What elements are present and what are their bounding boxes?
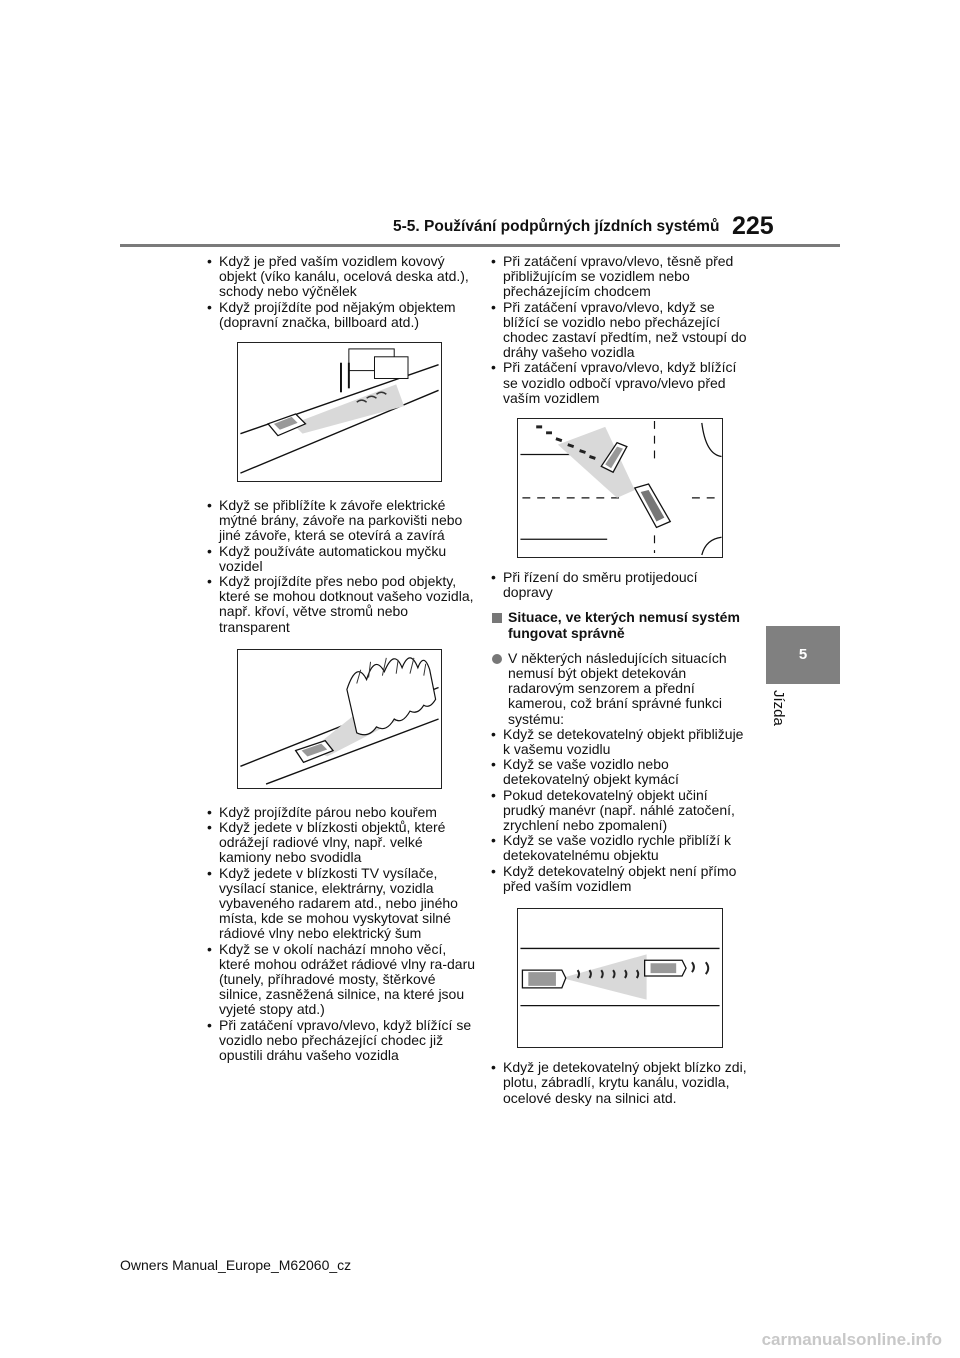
header-divider — [120, 244, 840, 247]
list-item: • Když jedete v blízkosti TV vysílače, vysílací stanice, elektrárny, vozidla vybaveného radarem atd., nebo jiného místa, kde se mohou vyskytovat silné rádiové vlny nebo elektrický šum — [203, 866, 478, 942]
page-number: 225 — [732, 212, 774, 240]
figure-straight-road — [517, 908, 723, 1048]
list-item: • Při řízení do směru protijedoucí dopravy — [487, 570, 749, 600]
list-item: • Když projíždíte párou nebo kouřem — [203, 805, 478, 820]
bullet-list — [203, 805, 478, 1063]
list-item: • Při zatáčení vpravo/vlevo, těsně před přibližujícím se vozidlem nebo přecházejícím chodcem — [487, 254, 749, 300]
note-paragraph — [487, 651, 749, 727]
list-item: • Pokud detekovatelný objekt učiní prudký manévr (např. náhlé zatočení, zrychlení nebo zpomalení) — [487, 788, 749, 834]
list-item: • Když jedete v blízkosti objektů, které odrážejí radiové vlny, např. velké kamiony nebo svodidla — [203, 820, 478, 866]
figure-bushes — [237, 649, 442, 789]
list-item: • Když se přiblížíte k závoře elektrické mýtné brány, závoře na parkovišti nebo jiné závoře, která se otevírá a zavírá — [203, 498, 478, 544]
list-item: • Když projíždíte pod nějakým objektem (dopravní značka, billboard atd.) — [203, 300, 478, 330]
chapter-label: Jízda — [770, 690, 787, 726]
list-item: • Při zatáčení vpravo/vlevo, když blížící se vozidlo odbočí vpravo/vlevo před vaším vozidlem — [487, 360, 749, 406]
right-column — [487, 254, 749, 1106]
left-column — [203, 254, 478, 1063]
square-bullet-icon — [492, 613, 502, 623]
list-item: • Při zatáčení vpravo/vlevo, když se blížící se vozidlo nebo přecházející chodec zastaví předtím, než vstoupí do dráhy vašeho vozidla — [487, 300, 749, 361]
bullet-list — [487, 1060, 749, 1106]
list-item: • Když se detekovatelný objekt přibližuje k vašemu vozidlu — [487, 727, 749, 757]
list-item: • Při zatáčení vpravo/vlevo, když blížící se vozidlo nebo přecházející chodec již opustili dráhu vašeho vozidla — [203, 1018, 478, 1064]
list-item: • Když je před vaším vozidlem kovový objekt (víko kanálu, ocelová deska atd.), schody nebo výčnělek — [203, 254, 478, 300]
bullet-list — [487, 254, 749, 406]
list-item: • Když používáte automatickou myčku vozidel — [203, 544, 478, 574]
chapter-tab[interactable]: 5 — [766, 626, 840, 684]
figure-overhead-sign — [237, 342, 442, 482]
section-title: 5-5. Používání podpůrných jízdních systémů — [393, 218, 720, 235]
bushes-illustration — [238, 650, 441, 788]
footer-text: Owners Manual_Europe_M62060_cz — [120, 1257, 352, 1273]
list-item: • Když je detekovatelný objekt blízko zdi, plotu, zábradlí, krytu kanálu, vozidla, ocelové desky na silnici atd. — [487, 1060, 749, 1106]
intersection-illustration — [518, 419, 722, 557]
section-heading — [487, 610, 749, 640]
list-item: • Když projíždíte přes nebo pod objekty, které se mohou dotknout vašeho vozidla, např. křoví, větve stromů nebo transparent — [203, 574, 478, 635]
overhead-sign-illustration — [238, 343, 441, 481]
bullet-list — [487, 570, 749, 600]
figure-intersection — [517, 418, 723, 558]
note-text: V některých následujících situacích nemusí být objekt detekován radarovým senzorem a přední kamerou, což brání správné funkci systému: — [508, 649, 727, 727]
section-heading-text: Situace, ve kterých nemusí systém fungovat správně — [508, 609, 740, 641]
watermark: carmanualsonline.info — [761, 1330, 942, 1349]
bullet-list — [487, 727, 749, 894]
bullet-list — [203, 254, 478, 330]
bullet-list — [203, 498, 478, 635]
list-item: • Když detekovatelný objekt není přímo před vaším vozidlem — [487, 864, 749, 894]
straight-road-illustration — [518, 909, 722, 1047]
list-item: • Když se v okolí nachází mnoho věcí, které mohou odrážet rádiové vlny ra-daru (tunely, příhradové mosty, štěrkové silnice, zasněžená silnice, na které jsou vyjeté stopy atd.) — [203, 942, 478, 1018]
list-item: • Když se vaše vozidlo nebo detekovatelný objekt kymácí — [487, 757, 749, 787]
circle-bullet-icon — [492, 654, 502, 664]
list-item: • Když se vaše vozidlo rychle přiblíží k detekovatelnému objektu — [487, 833, 749, 863]
